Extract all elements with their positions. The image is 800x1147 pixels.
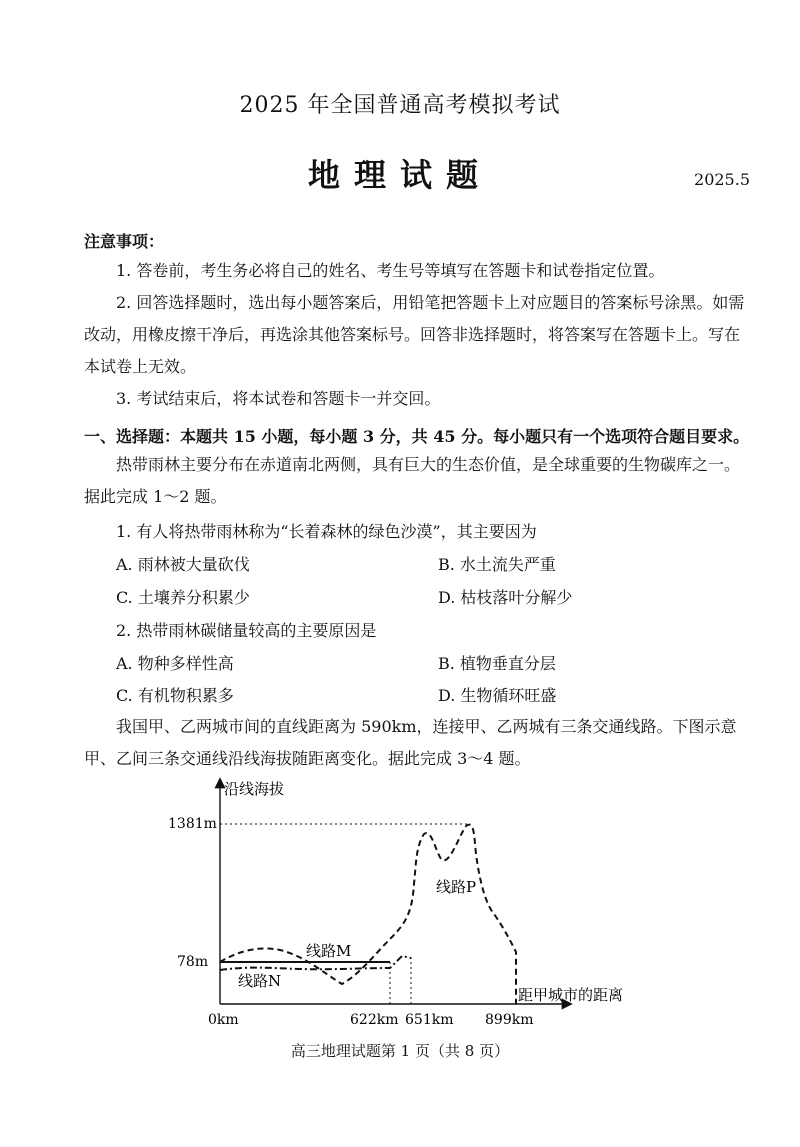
- exam-title: 2025 年全国普通高考模拟考试: [239, 93, 561, 118]
- question-2-stem: 2. 热带雨林碳储量较高的主要原因是: [116, 621, 377, 640]
- y-axis-label: 沿线海拔: [224, 780, 285, 798]
- q2-option-a: A. 物种多样性高: [116, 654, 234, 673]
- y-tick-1381: 1381m: [168, 816, 217, 832]
- elevation-chart-svg: [168, 774, 650, 1034]
- exam-date: 2025.5: [694, 170, 750, 189]
- elevation-chart: [168, 774, 650, 1034]
- q2-option-c: C. 有机物积累多: [116, 686, 234, 705]
- x-tick-0: 0km: [208, 1012, 239, 1028]
- section-heading: 一、选择题：本题共 15 小题，每小题 3 分，共 45 分。每小题只有一个选项符合题目要求。: [84, 427, 750, 446]
- notice-item-2: 2. 回答选择题时，选出每小题答案后，用铅笔把答题卡上对应题目的答案标号涂黑。如需改动，用橡皮擦干净后，再选涂其他答案标号。回答非选择题时，将答案写在答题卡上。写在本试卷上无效。: [84, 293, 745, 376]
- route-n-label: 线路N: [238, 972, 282, 990]
- q1-option-d: D. 枯枝落叶分解少: [438, 588, 573, 607]
- x-axis-label: 距甲城市的距离: [518, 986, 624, 1004]
- notice-item-3: 3. 考试结束后，将本试卷和答题卡一并交回。: [116, 389, 441, 408]
- route-m-label: 线路M: [306, 942, 352, 960]
- notice-item-1: 1. 答卷前，考生务必将自己的姓名、考生号等填写在答题卡和试卷指定位置。: [116, 261, 665, 280]
- question-1-stem: 1. 有人将热带雨林称为“长着森林的绿色沙漠”，其主要因为: [116, 522, 537, 541]
- q1-option-b: B. 水土流失严重: [438, 555, 556, 574]
- subject-title: 地理试题: [307, 156, 492, 194]
- q2-option-d: D. 生物循环旺盛: [438, 686, 557, 705]
- page-footer: 高三地理试题第 1 页（共 8 页）: [290, 1042, 510, 1060]
- intro-transport: 我国甲、乙两城市间的直线距离为 590km，连接甲、乙两城有三条交通线路。下图示意甲、乙间三条交通线沿线海拔随距离变化。据此完成 3～4 题。: [84, 717, 737, 768]
- q1-option-a: A. 雨林被大量砍伐: [116, 555, 250, 574]
- intro-rainforest: 热带雨林主要分布在赤道南北两侧，具有巨大的生态价值，是全球重要的生物碳库之一。据此完成 1～2 题。: [84, 455, 741, 506]
- q1-option-c: C. 土壤养分积累少: [116, 588, 250, 607]
- q2-option-b: B. 植物垂直分层: [438, 654, 556, 673]
- route-p-label: 线路P: [436, 878, 477, 896]
- x-tick-622: 622km: [350, 1012, 399, 1028]
- x-tick-899: 899km: [485, 1012, 534, 1028]
- y-tick-78: 78m: [177, 954, 209, 970]
- notice-title: 注意事项：: [84, 232, 165, 251]
- x-tick-651: 651km: [405, 1012, 454, 1028]
